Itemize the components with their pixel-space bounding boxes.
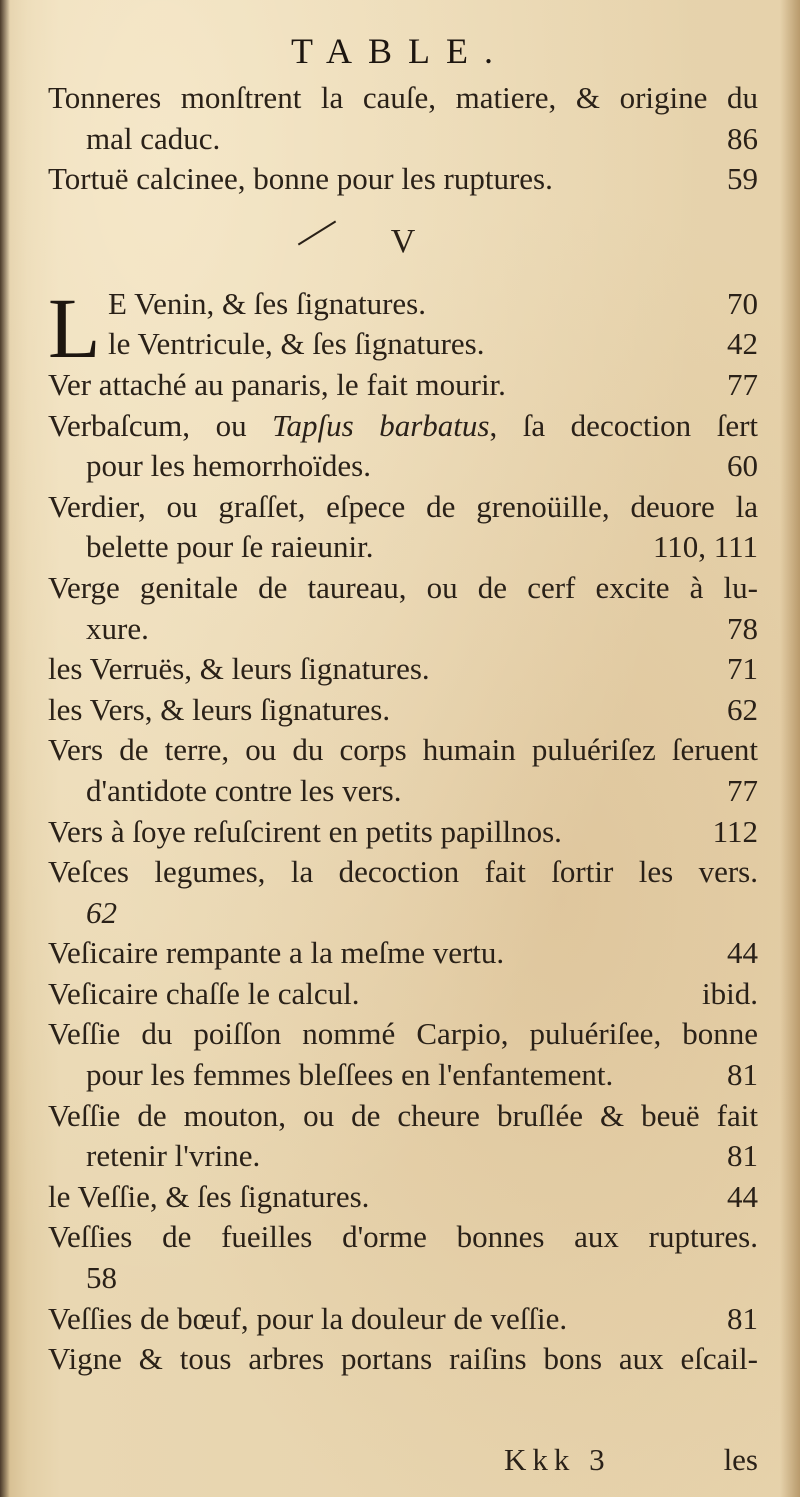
page-number: 77 [727, 366, 758, 402]
index-line: pour les hemorrhoïdes. 60 [48, 446, 758, 487]
signature-mark: Kkk 3 [504, 1442, 611, 1477]
index-line: mal caduc. 86 [48, 119, 758, 160]
page-number: 81 [727, 1057, 758, 1093]
page-number: 70 [727, 285, 758, 321]
index-line: les Vers, & leurs ſignatures. 62 [48, 690, 758, 731]
page-number: 58 [86, 1260, 117, 1296]
index-line: Veſicaire rempante a la meſme vertu. 44 [48, 933, 758, 974]
index-line: Veſſie du poiſſon nommé Carpio, puluériſee, bonne [48, 1016, 758, 1052]
index-line: E Venin, & ſes ſignatures. 70 [48, 284, 758, 325]
drop-cap-block [48, 279, 758, 376]
page-number: 86 [727, 120, 758, 156]
index-line: d'antidote contre les vers. 77 [48, 771, 758, 812]
italic-term: Tapſus barbatus [272, 407, 490, 443]
page-number: 42 [727, 326, 758, 362]
page-number: ibid. [702, 975, 758, 1011]
page-number: 81 [727, 1138, 758, 1174]
section-heading: V [390, 222, 416, 260]
page-number: 44 [727, 935, 758, 971]
page-number: 110, 111 [652, 529, 758, 565]
drop-cap: L [48, 279, 101, 376]
page-header: TABLE. [290, 31, 510, 71]
page-number: 112 [712, 813, 758, 849]
binding-gutter [0, 0, 10, 1497]
page-number: 62 [86, 894, 117, 930]
index-line: belette pour ſe raieunir. 110, 111 [48, 527, 758, 568]
index-line: Veſſies de fueilles d'orme bonnes aux ruptures. [48, 1219, 758, 1255]
index-line: Vigne & tous arbres portans raiſins bons aux eſcail- [48, 1341, 758, 1377]
page-number: 77 [727, 772, 758, 808]
page-number: 71 [727, 651, 758, 687]
index-line: Tonneres monſtrent la cauſe, matiere, & origine du [48, 80, 758, 115]
page-number: 81 [727, 1300, 758, 1336]
index-line: Ver attaché au panaris, le fait mourir. 77 [48, 365, 758, 406]
page-number: 59 [727, 161, 758, 197]
index-line: Vers de terre, ou du corps humain puluériſez ſeruent [48, 732, 758, 768]
index-line: xure. 78 [48, 609, 758, 650]
index-line: le Ventricule, & ſes ſignatures. 42 [48, 324, 758, 365]
page-number: 62 [727, 691, 758, 727]
page-number: 60 [727, 448, 758, 484]
index-line [48, 1258, 758, 1299]
index-line: Veſces legumes, la decoction fait ſortir les vers. [48, 854, 758, 890]
index-line: Veſſies de bœuf, pour la douleur de veſſie. 81 [48, 1299, 758, 1340]
index-line: le Veſſie, & ſes ſignatures. 44 [48, 1177, 758, 1218]
index-line: Vers à ſoye reſuſcirent en petits papillnos. 112 [48, 812, 758, 853]
index-line: retenir l'vrine. 81 [48, 1136, 758, 1177]
index-line: Verge genitale de taureau, ou de cerf excite à lu- [48, 569, 758, 605]
index-content [48, 78, 759, 1477]
page-number: 44 [727, 1178, 758, 1214]
index-line: Veſſie de mouton, ou de cheure bruſlée & beuë fait [48, 1097, 758, 1133]
index-line: Veſicaire chaſſe le calcul. ibid. [48, 974, 758, 1015]
catchword: les [723, 1442, 758, 1477]
page-footer [48, 1440, 758, 1480]
index-line [48, 893, 758, 934]
index-line: Tortuë calcinee, bonne pour les ruptures. 59 [48, 159, 758, 200]
index-line: Verdier, ou graſſet, eſpece de grenoüille, deuore la [48, 488, 758, 524]
page-number: 78 [727, 610, 758, 646]
index-line: pour les femmes bleſſees en l'enfantement. 81 [48, 1055, 758, 1096]
index-line: Verbaſcum, ou Tapſus barbatus, ſa decoction ſert [48, 407, 759, 443]
index-line: les Verruës, & leurs ſignatures. 71 [48, 649, 758, 690]
